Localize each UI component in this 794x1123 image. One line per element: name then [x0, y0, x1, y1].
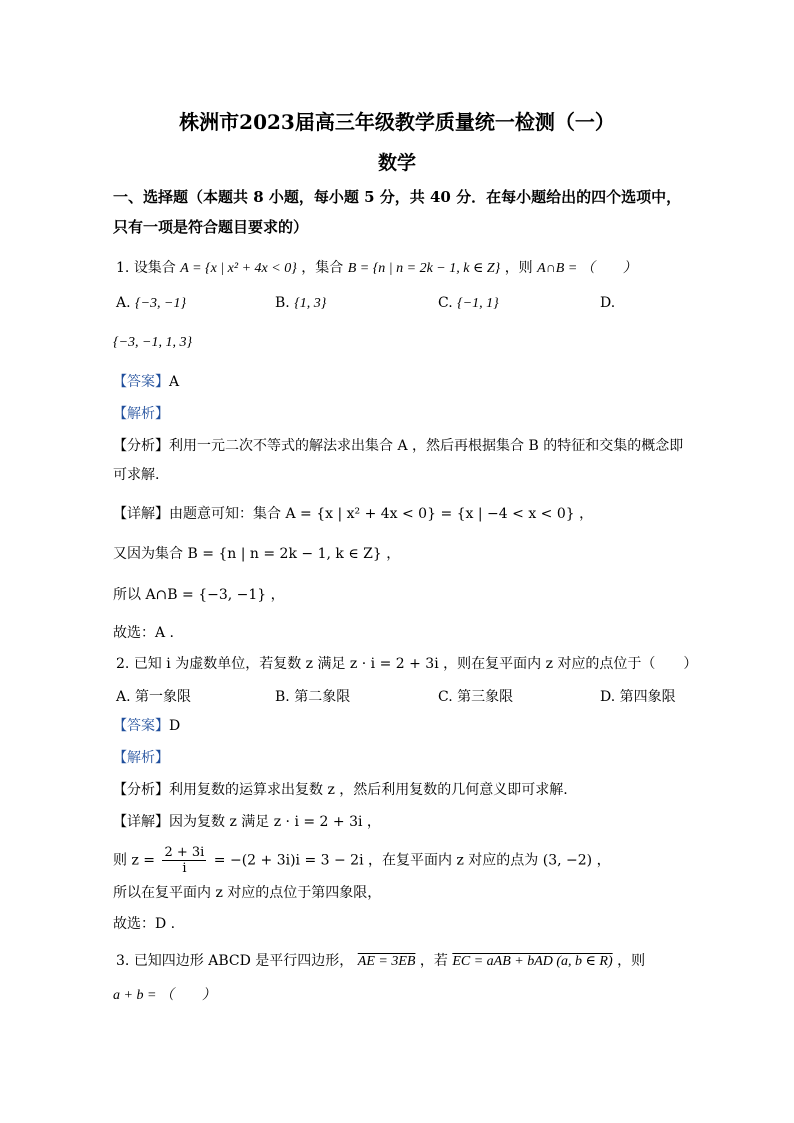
detail-line-3: 所以在复平面内 z 对应的点位于第四象限， — [113, 885, 382, 901]
fenxi-line: 【分析】利用一元二次不等式的解法求出集合 A ，然后再根据集合 B 的特征和交集的概念即 — [113, 438, 684, 454]
option-d: D. — [600, 295, 616, 311]
fenxi-line: 【分析】利用复数的运算求出复数 z ，然后利用复数的几何意义即可求解. — [113, 782, 568, 798]
answer-value: A — [169, 374, 180, 390]
detail-line-4: 故选：D . — [113, 916, 176, 932]
question-number: 3. — [116, 953, 130, 969]
option-c: C. 第三象限 — [438, 689, 514, 705]
question-text: ，则 — [504, 260, 533, 276]
question-text: 已知 i 为虚数单位，若复数 z 满足 z · i = 2 + 3i ，则在复平面内 z 对应的点位于（ ） — [133, 656, 698, 672]
question-ask: A∩B = （ ） — [537, 261, 637, 276]
option-a: A. 第一象限 — [116, 689, 192, 705]
answer-line — [113, 716, 180, 736]
detail-line: 【详解】因为复数 z 满足 z · i = 2 + 3i ， — [113, 814, 381, 830]
detail-line: 【详解】由题意可知：集合 A = {x | x² + 4x < 0} = {x | −4 < x < 0} ， — [113, 506, 594, 522]
answer-value: D — [169, 718, 181, 734]
analysis-tag: 【解析】 — [113, 750, 169, 766]
vector-expression: EC = aAB + bAD (a, b ∈ R) — [452, 954, 613, 969]
vector-expression: AE = 3EB — [357, 954, 416, 969]
section-heading-line2: 只有一项是符合题目要求的） — [113, 218, 309, 236]
question-number: 1. — [116, 260, 130, 276]
question-text: ，则 — [617, 953, 646, 969]
detail-line-2: 则 z = $\frac{2 + 3i}{i}$ = −(2 + 3i)i = 3 − 2i ，在复平面内 z 对应的点为 (3, −2) ， — [113, 845, 611, 876]
detail-tag: 【详解】 — [113, 814, 169, 830]
fraction-numerator: 2 + 3i — [164, 845, 205, 860]
option-b: B. {1, 3} — [275, 295, 327, 311]
answer-line — [113, 372, 179, 392]
option-d: D. 第四象限 — [600, 689, 676, 705]
fenxi-tag: 【分析】 — [113, 782, 169, 798]
question-text: 设集合 — [133, 260, 176, 276]
answer-tag: 【答案】 — [113, 374, 169, 390]
question-3-line-2: a + b = （ ） — [113, 988, 216, 1003]
detail-tag: 【详解】 — [113, 506, 169, 522]
detail-line-3: 所以 A∩B = {−3, −1} ， — [113, 587, 285, 603]
subject-title: 数学 — [377, 152, 416, 174]
set-b-expression: B = {n | n = 2k − 1, k ∈ Z} — [347, 261, 501, 276]
question-text: 已知四边形 ABCD 是平行四边形， — [133, 953, 354, 969]
question-text: ，集合 — [301, 260, 344, 276]
fraction-denominator: i — [182, 861, 187, 876]
analysis-tag: 【解析】 — [113, 406, 169, 422]
set-a-expression: A = {x | x² + 4x < 0} — [180, 261, 297, 276]
fenxi-tag: 【分析】 — [113, 438, 169, 454]
option-c: C. {−1, 1} — [438, 295, 499, 311]
question-number: 2. — [116, 656, 130, 672]
fraction — [162, 845, 206, 876]
question-3 — [116, 951, 645, 972]
detail-line-4: 故选：A . — [113, 625, 175, 641]
answer-tag: 【答案】 — [113, 718, 169, 734]
option-a: A. {−3, −1} — [116, 295, 187, 311]
option-b: B. 第二象限 — [275, 689, 351, 705]
fenxi-line-2: 可求解. — [113, 467, 160, 483]
section-heading-line1: 一、选择题（本题共 8 小题，每小题 5 分，共 40 分．在每小题给出的四个选项中， — [113, 188, 682, 206]
option-d-value: {−3, −1, 1, 3} — [113, 335, 193, 350]
page-title: 株洲市2023届高三年级教学质量统一检测（一） — [179, 110, 615, 134]
detail-line-2: 又因为集合 B = {n | n = 2k − 1, k ∈ Z} ， — [113, 546, 401, 562]
question-text: ，若 — [419, 953, 448, 969]
question-2 — [116, 654, 697, 674]
question-1 — [116, 258, 637, 279]
